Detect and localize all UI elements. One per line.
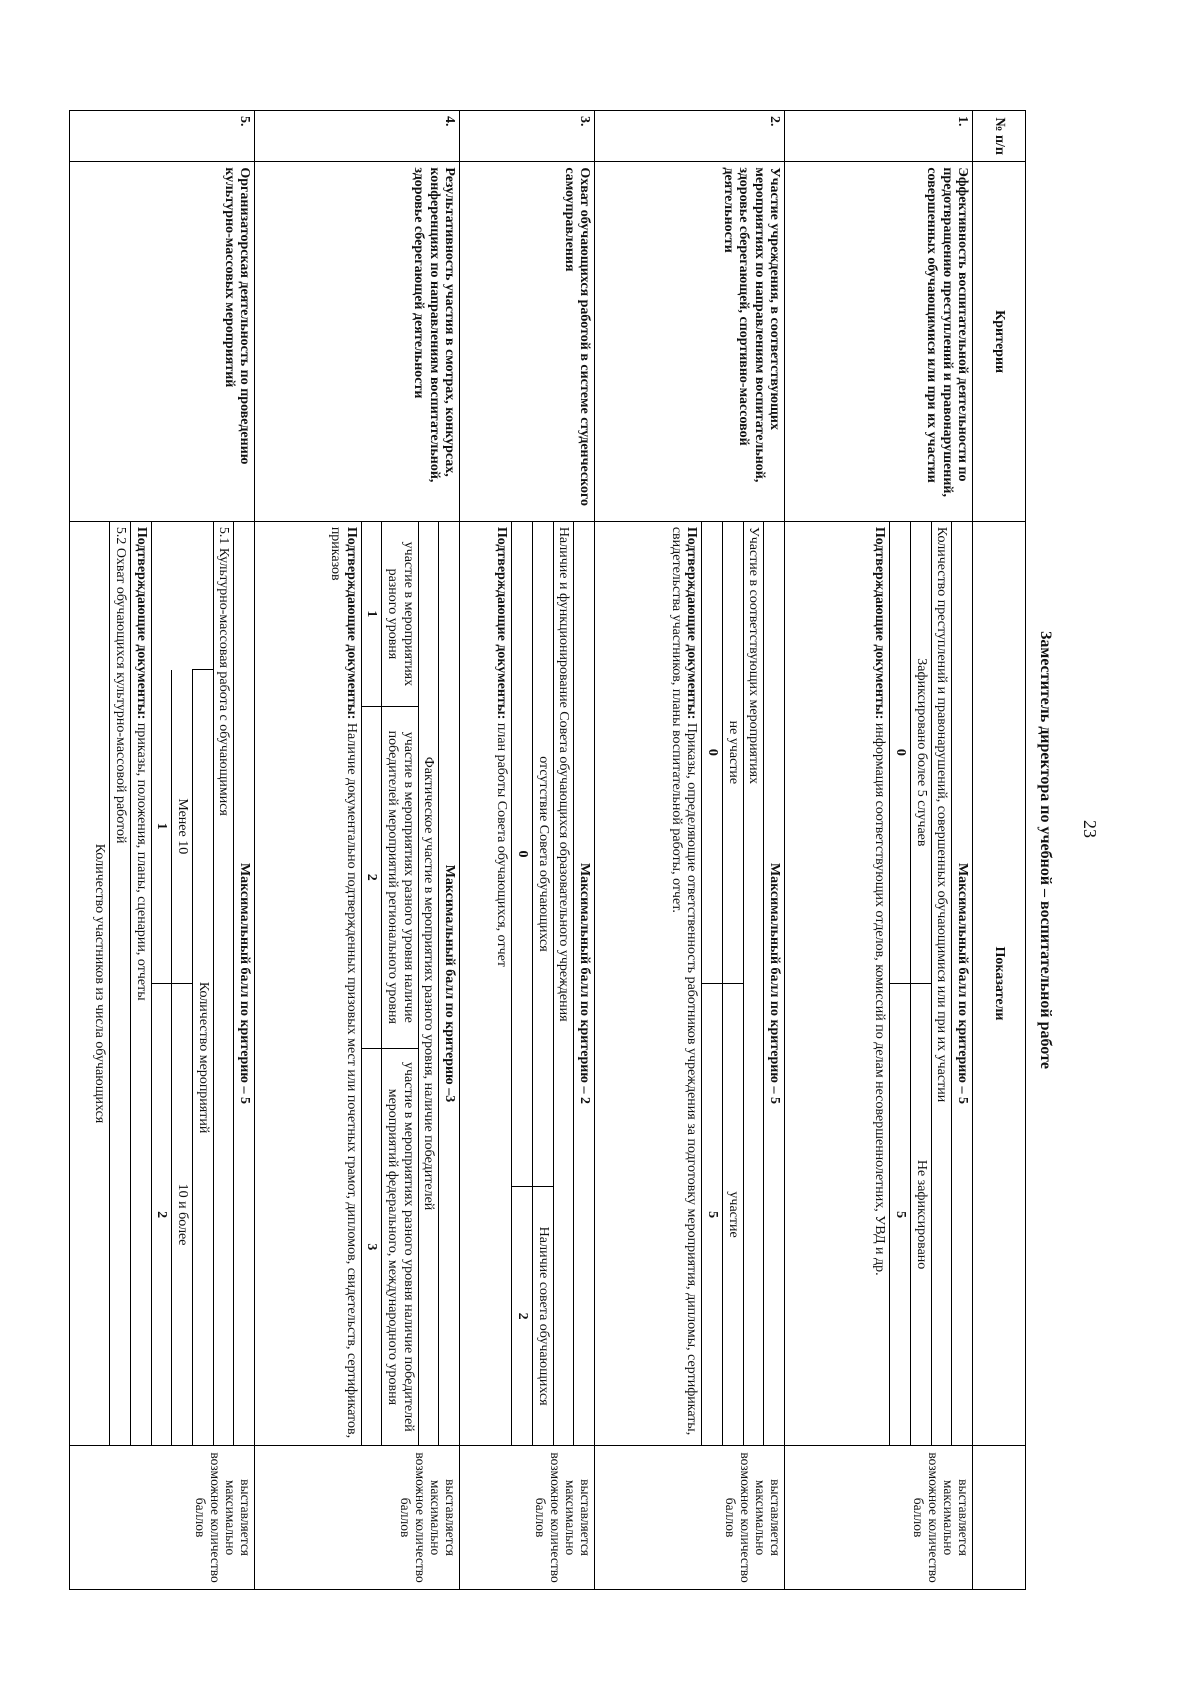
- criterion-text: Участие учреждения, в соответствующих мероприятиях по направлениям воспитательной, здоровье сберегающей, спортивно-массовой деятельности: [595, 162, 785, 521]
- document-title: Заместитель директора по учебной – воспитательной работе: [1037, 630, 1054, 1070]
- note-text: выставляется максимально возможное количество баллов: [70, 1446, 255, 1590]
- header-num: № п/п: [973, 111, 1026, 162]
- row-number: 1.: [785, 111, 973, 162]
- score-value: 0: [512, 522, 533, 1187]
- header-note: [973, 1446, 1026, 1590]
- measure-text: Фактическое участие в мероприятиях разного уровня, наличие победителей: [418, 522, 439, 1445]
- score-value: 2: [512, 1187, 533, 1446]
- document-page: [29, 110, 1064, 1590]
- max-score-label: Максимальный балл по критерию –3: [439, 522, 459, 1445]
- table-row: [595, 111, 785, 1590]
- page-number: 23: [1080, 820, 1100, 838]
- subcriterion-text: 5.1 Культурно-массовая работа с обучающимися: [213, 522, 234, 1445]
- note-text: выставляется максимально возможное количество баллов: [785, 1446, 973, 1590]
- supporting-docs: [492, 522, 512, 1445]
- option-text: Не зафиксировано: [910, 983, 931, 1445]
- note-text: выставляется максимально возможное количество баллов: [595, 1446, 785, 1590]
- measure-text: Участие в соответствующих мероприятиях: [743, 522, 764, 1445]
- indicators-cell: [595, 521, 785, 1445]
- score-value: 5: [890, 983, 911, 1445]
- option-text: Наличие совета обучающихся: [532, 1187, 553, 1446]
- spacer-cell: [151, 522, 213, 670]
- indicators-cell: [255, 521, 460, 1445]
- max-score-label: Максимальный балл по критерию – 5: [952, 522, 972, 1445]
- option-text: участие в мероприятиях разного уровня: [382, 522, 418, 707]
- supporting-docs: [325, 522, 361, 1445]
- supporting-docs: [870, 522, 890, 1445]
- option-text: участие в мероприятиях разного уровня наличие победителей мероприятий регионального уровня: [382, 706, 418, 1048]
- max-score-label: Максимальный балл по критерию – 5: [234, 522, 254, 1445]
- option-text: Менее 10: [172, 670, 193, 984]
- score-value: 2: [361, 706, 382, 1048]
- subcriterion-text: 5.2 Охват обучающихся культурно-массовой работой: [110, 522, 131, 1445]
- row-number: 3.: [460, 111, 595, 162]
- criterion-text: Организаторская деятельность по проведению культурно-массовых мероприятий: [70, 162, 255, 521]
- option-text: участие в мероприятиях разного уровня наличие победителей мероприятий федерального, международного уровня: [382, 1048, 418, 1445]
- indicators-cell: [785, 521, 973, 1445]
- docs-label: Подтверждающие документы:: [494, 526, 510, 720]
- row-number: 4.: [255, 111, 460, 162]
- criterion-text: Результативность участия в смотрах, конкурсах, конференциях по направлениям воспитательной, здоровье сберегающей деятельности: [255, 162, 460, 521]
- score-value: 1: [361, 522, 382, 707]
- score-value: 5: [702, 983, 723, 1445]
- option-text: отсутствие Совета обучающихся: [532, 522, 553, 1187]
- measure-text: Количество мероприятий: [192, 670, 213, 1446]
- table-header-row: [973, 111, 1026, 1590]
- criteria-table: [69, 110, 1026, 1590]
- measure-text: Наличие и функционирование Совета обучающихся образовательного учреждения: [553, 522, 574, 1445]
- max-score-label: Максимальный балл по критерию – 2: [574, 522, 594, 1445]
- indicators-cell: [70, 521, 255, 1445]
- criterion-text: Эффективность воспитательной деятельности по предотвращению преступлений и правонарушений, совершенных обучающимися или при их участии: [785, 162, 973, 521]
- row-number: 2.: [595, 111, 785, 162]
- option-text: 10 и более: [172, 983, 193, 1445]
- supporting-docs: [130, 522, 151, 1445]
- note-text: выставляется максимально возможное количество баллов: [255, 1446, 460, 1590]
- option-text: Зафиксировано более 5 случаев: [910, 522, 931, 984]
- docs-label: Подтверждающие документы:: [684, 526, 700, 720]
- docs-text: Приказы, определяющие ответственность работников учреждения за подготовку мероприятия, дипломы, сертификаты, свидетельства участников, планы воспитательной работы, отчет.: [668, 526, 700, 1436]
- score-value: 0: [702, 522, 723, 984]
- criterion-text: Охват обучающихся работой в системе студенческого самоуправления: [460, 162, 595, 521]
- score-value: 2: [151, 983, 172, 1445]
- docs-text: приказы, положения, планы, сценарии, отчеты: [133, 722, 149, 1001]
- docs-label: Подтверждающие документы:: [133, 526, 149, 720]
- row-number: 5.: [70, 111, 255, 162]
- option-text: не участие: [722, 522, 743, 984]
- table-row: [255, 111, 460, 1590]
- note-text: выставляется максимально возможное количество баллов: [460, 1446, 595, 1590]
- indicators-table: [325, 522, 459, 1445]
- table-row: [70, 111, 255, 1590]
- supporting-docs: [666, 522, 702, 1445]
- score-value: 3: [361, 1048, 382, 1445]
- header-criteria: Критерии: [973, 162, 1026, 521]
- indicators-table: [666, 522, 784, 1445]
- score-value: 0: [890, 522, 911, 984]
- header-indicators: Показатели: [973, 521, 1026, 1445]
- docs-label: Подтверждающие документы:: [872, 526, 888, 720]
- measure-text: Количество участников из числа обучающихся: [92, 843, 108, 1124]
- indicators-table: [492, 522, 594, 1445]
- docs-text: Наличие документально подтвержденных призовых мест или почетных грамот, дипломов, свидетельств, сертификатов, приказов: [327, 526, 359, 1439]
- score-value: 1: [151, 670, 172, 984]
- docs-label: Подтверждающие документы:: [343, 526, 359, 720]
- table-row: [460, 111, 595, 1590]
- measure-text: Количество преступлений и правонарушений, совершенных обучающимися или при их участии: [931, 522, 952, 1445]
- max-score-label: Максимальный балл по критерию – 5: [764, 522, 784, 1445]
- docs-text: план работы Совета обучающихся, отчет: [494, 722, 510, 967]
- indicators-table: [90, 522, 254, 1445]
- option-text: участие: [722, 983, 743, 1445]
- docs-text: информация соответствующих отделов, комиссий по делам несовершеннолетних, УВД и др.: [872, 722, 888, 1276]
- indicators-table: [870, 522, 972, 1445]
- indicators-cell: [460, 521, 595, 1445]
- table-row: [785, 111, 973, 1590]
